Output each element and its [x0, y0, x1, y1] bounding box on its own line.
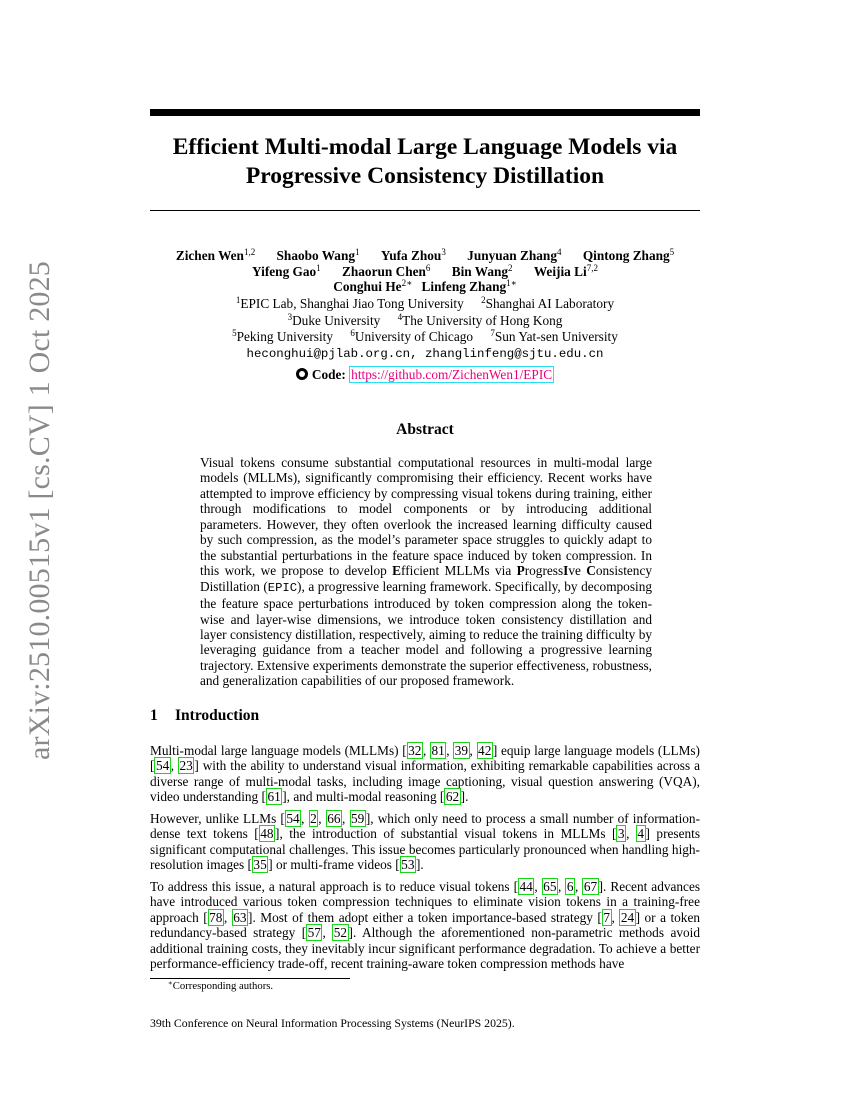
- method-acronym: EPIC: [267, 580, 298, 595]
- author: Zhaorun Chen$^6$: [342, 262, 431, 279]
- code-link-line: [150, 366, 700, 383]
- citation-link[interactable]: 2: [310, 811, 317, 826]
- abstract-heading: Abstract: [396, 421, 454, 438]
- citation-link[interactable]: 65: [543, 879, 557, 894]
- author: Yifeng Gao$^1$: [252, 262, 321, 279]
- citation-link[interactable]: 6: [566, 879, 574, 894]
- footnote-corresponding: ∗Corresponding authors.: [168, 979, 274, 992]
- title-top-rule: [150, 109, 700, 116]
- author: Qintong Zhang$^5$: [582, 247, 675, 263]
- venue-footer: 39th Conference on Neural Information Processing Systems (NeurIPS 2025).: [150, 1016, 515, 1030]
- citation-link[interactable]: 4: [637, 826, 645, 842]
- author: Bin Wang$^2$: [451, 262, 513, 279]
- citation-link[interactable]: 62: [445, 789, 460, 805]
- author-list: [150, 248, 700, 295]
- citation-link[interactable]: 81: [431, 743, 445, 758]
- citation-link[interactable]: 54: [155, 758, 170, 774]
- citation-link[interactable]: 54: [286, 811, 300, 826]
- citation-link[interactable]: 67: [583, 879, 598, 894]
- citation-link[interactable]: 78: [209, 909, 223, 925]
- citation-link[interactable]: 57: [307, 925, 321, 941]
- paper-title: [150, 133, 700, 191]
- abstract-text: Visual tokens consume substantial computational resources in multi-modal large models (MLLMs), significantly compromising their efficiency. Recent works have attempted to improve efficiency by compressing visual tokens during training, either through modifications to model components or by introducing additional parameters. However, they often overlook the increased learning difficulty caused by such compression, as the model’s parameter space struggles to quickly adapt to the substantial perturbations in the feature space induced by token compression. In this work, we propose to develop Efficient MLLMs via ProgressIve Consistency Distillation (EPIC), a progressive learning framework. Specifically, by decomposing the feature space perturbations introduced by token compression along the token-wise and layer-wise dimensions, we introduce token consistency distillation and layer consistency distillation, respectively, aiming to reduce the training difficulty by leveraging guidance from a teacher model and following a progressive learning trajectory. Extensive experiments demonstrate the superior effectiveness, robustness, and generalization capabilities of our proposed framework.: [200, 455, 653, 689]
- citation-link[interactable]: 24: [620, 909, 635, 925]
- affiliation: $^2$Shanghai AI Laboratory: [481, 295, 615, 311]
- citation-link[interactable]: 3: [617, 826, 625, 842]
- author: Shaobo Wang$^1$: [276, 247, 360, 263]
- title-bottom-rule: [150, 210, 700, 211]
- citation-link[interactable]: 61: [267, 789, 281, 805]
- citation-link[interactable]: 53: [401, 857, 415, 873]
- footnote-rule: [150, 978, 350, 979]
- code-repo-link[interactable]: https://github.com/ZichenWen1/EPIC: [351, 367, 553, 382]
- affiliation: $^7$Sun Yat-sen University: [490, 328, 618, 344]
- affiliation: $^3$Duke University: [287, 311, 381, 328]
- intro-paragraph-2: However, unlike LLMs [ 54 , 2 , 66 , 59 ], which only need to process a small number of information-dense text tokens [ 48 ], the introduction of substantial visual tokens in MLLMs [ 3 , 4 ] presents significant computational challenges. This issue becomes particularly pronounced when handling high-resolution images [ 35 ] or multi-frame videos [ 53 ].: [150, 811, 701, 873]
- author: Junyuan Zhang$^4$: [467, 247, 562, 263]
- intro-paragraph-1: Multi-modal large language models (MLLMs) [ 32 , 81 , 39 , 42 ] equip large language models (LLMs) [ 54 , 23 ] with the ability to understand visual information, exhibiting remarkable capabilities across a diverse range of multi-modal tasks, including image captioning, visual question answering (VQA), video understanding [ 61 ], and multi-modal reasoning [ 62 ].: [150, 743, 700, 805]
- arxiv-identifier-stamp: arXiv:2510.00515v1 [cs.CV] 1 Oct 2025: [23, 260, 56, 760]
- title-line-1: Efficient Multi-modal Large Language Models via: [172, 134, 678, 160]
- affiliation: $^5$Peking University: [232, 328, 334, 344]
- section-heading-introduction: 1 Introduction: [150, 707, 260, 724]
- citation-link[interactable]: 52: [333, 925, 348, 941]
- citation-link[interactable]: 23: [179, 758, 193, 774]
- code-label: Code:: [311, 367, 346, 382]
- citation-link[interactable]: 44: [519, 879, 533, 894]
- citation-link[interactable]: 35: [253, 857, 267, 873]
- citation-link[interactable]: 59: [351, 811, 365, 826]
- author: Yufa Zhou$^3$: [380, 247, 446, 263]
- citation-link[interactable]: 48: [260, 826, 274, 842]
- affiliation: $^1$EPIC Lab, Shanghai Jiao Tong University: [235, 295, 464, 311]
- contact-emails: heconghui@pjlab.org.cn, zhanglinfeng@sjtu.edu.cn: [246, 346, 604, 361]
- citation-link[interactable]: 32: [408, 743, 422, 758]
- affiliation: $^6$University of Chicago: [350, 328, 474, 344]
- citation-link[interactable]: 7: [603, 909, 611, 925]
- author: Conghui $He^{2∗}$: [333, 278, 413, 294]
- affiliation: $^4$The University of Hong Kong: [397, 311, 563, 328]
- intro-paragraph-3: To address this issue, a natural approach is to reduce visual tokens [ 44 , 65 , 6 , 67 ]. Recent advances have introduced various token compression techniques to eliminate vision tokens in a training-free approach [ 78 , 63 ]. Most of them adopt either a token importance-based strategy [ 7 , 24 ] or a token redundancy-based strategy [ 57 , 52 ]. Although the aforementioned non-parametric methods avoid additional training costs, they inevitably incur significant performance degradation. To achieve a better performance-efficiency trade-off, recent training-aware token compression methods have: [150, 879, 701, 972]
- author: Weijia Li$^{7,2}$: [533, 262, 598, 279]
- github-icon: [296, 368, 308, 380]
- citation-link[interactable]: 63: [233, 909, 247, 925]
- citation-link[interactable]: 42: [478, 743, 492, 758]
- affiliation-list: [150, 296, 700, 362]
- citation-link[interactable]: 39: [454, 743, 469, 758]
- author: Linfeng Zhang$^{1∗}$: [421, 278, 517, 294]
- author: Zichen Wen$^{1,2}$: [175, 247, 256, 263]
- citation-link[interactable]: 66: [327, 811, 341, 826]
- title-line-2: Progressive Consistency Distillation: [245, 163, 605, 189]
